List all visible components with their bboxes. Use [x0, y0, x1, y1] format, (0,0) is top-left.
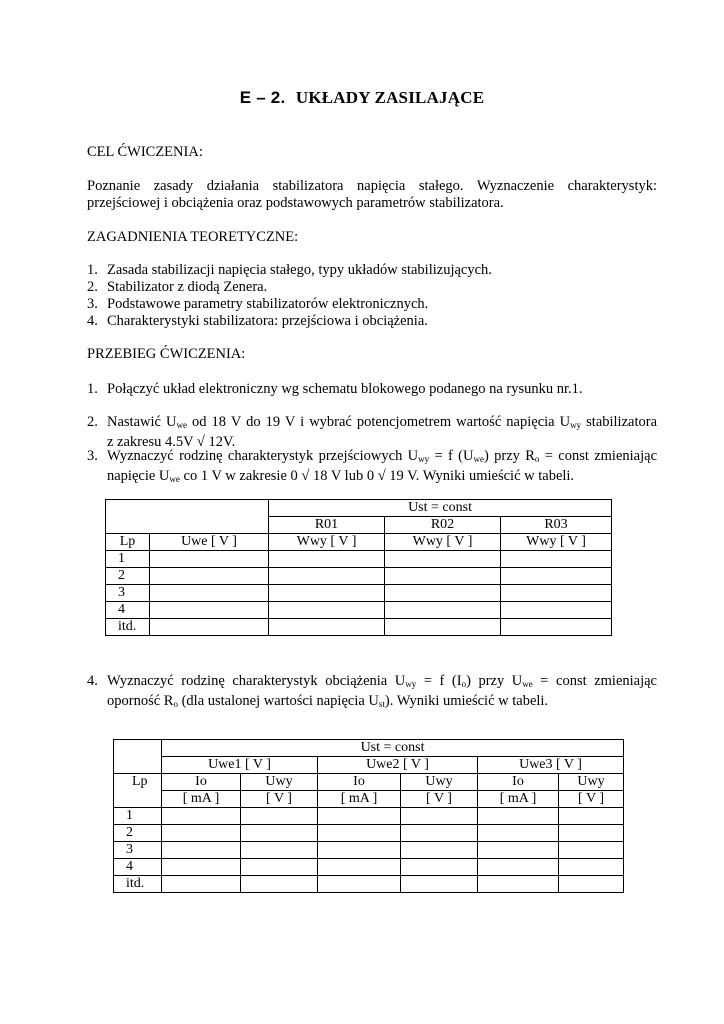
- table-transition-characteristics: [105, 499, 612, 636]
- table-row: [114, 859, 624, 876]
- table-cell: [385, 619, 501, 636]
- table-cell: [385, 551, 501, 568]
- table-cell: [559, 859, 624, 876]
- table-row: [114, 876, 624, 893]
- table1-col-uwe: Uwe [ V ]: [150, 534, 269, 551]
- table-row: [114, 825, 624, 842]
- theory-item-1: 1. Zasada stabilizacji napięcia stałego, typy układów stabilizujących.: [87, 262, 657, 279]
- table-cell: [385, 585, 501, 602]
- table2-col-uwy-1: Uwy: [241, 774, 318, 791]
- procedure-item-3-line-1: Wyznaczyć rodzinę charakterystyk przejściowych $U_{wy} = f$ $(U_{we})$ przy $R_o$ = const zmieniając: [107, 448, 658, 464]
- table2-header-uwe2: Uwe2 [ V ]: [318, 757, 478, 774]
- table-cell: [559, 876, 624, 893]
- table-cell: [478, 842, 559, 859]
- goal-heading: CEL ĆWICZENIA:: [87, 144, 203, 160]
- row-number: itd.: [106, 619, 150, 636]
- table1-col-lp: Lp: [106, 534, 150, 551]
- table-cell: [162, 876, 241, 893]
- table-row: [106, 568, 612, 585]
- table2-unit-ma-3: [ mA ]: [478, 791, 559, 808]
- table-cell: [241, 825, 318, 842]
- theory-item-4: 4. Charakterystyki stabilizatora: przejściowa i obciążenia.: [87, 313, 657, 330]
- table-cell: [318, 825, 401, 842]
- procedure-item-3-line-2: napięcie $U_{we}$ co 1 V w zakresie 0 √ 18 V lub 0 √ 19 V. Wyniki umieścić w tabeli.: [107, 468, 575, 484]
- table-cell: [269, 551, 385, 568]
- table2-unit-ma-2: [ mA ]: [318, 791, 401, 808]
- procedure-item-4-line-2: oporność $R_o$ (dla ustalonej wartości napięcia $U_{st}$). Wyniki umieścić w tabeli.: [107, 693, 549, 709]
- title-code: E – 2.: [239, 88, 286, 107]
- table2-header-uwe1: Uwe1 [ V ]: [162, 757, 318, 774]
- table-cell: [150, 602, 269, 619]
- table1-header-r03: R03: [501, 517, 612, 534]
- table-cell: [501, 568, 612, 585]
- table-cell: [385, 568, 501, 585]
- goal-line-1: Poznanie zasady działania stabilizatora napięcia stałego. Wyznaczenie charakterystyk:: [87, 178, 657, 194]
- table-cell: [318, 876, 401, 893]
- table-cell: [269, 619, 385, 636]
- table-cell: [162, 859, 241, 876]
- table-row: [106, 602, 612, 619]
- table-cell: [241, 842, 318, 859]
- table2-col-io-3: Io: [478, 774, 559, 791]
- table-cell: [318, 859, 401, 876]
- table-cell: [559, 808, 624, 825]
- table-cell: [401, 808, 478, 825]
- table-cell: [162, 842, 241, 859]
- table-row: [106, 619, 612, 636]
- table2-col-io-1: Io: [162, 774, 241, 791]
- procedure-item-3: 3. Wyznaczyć rodzinę charakterystyk przejściowych $U_{wy} = f$ $(U_{we})$ przy $R_o$ = const zmieniając napięcie $U_{we}$ co 1 V w zakresie 0 √ 18 V lub 0 √ 19 V. Wyniki umieścić w tabeli.: [87, 448, 658, 484]
- table-cell: [501, 585, 612, 602]
- table-row: [114, 808, 624, 825]
- row-number: 1: [106, 551, 150, 568]
- page-title: [0, 88, 724, 108]
- table-cell: [478, 808, 559, 825]
- table-cell: [401, 859, 478, 876]
- table-cell: [269, 568, 385, 585]
- procedure-item-2-line-1: Nastawić $U_{we}$ od 18 V do 19 V i wybrać potencjometrem wartość napięcia $U_{wy}$ stabilizatora: [107, 414, 658, 430]
- table-cell: [478, 825, 559, 842]
- title-text: UKŁADY ZASILAJĄCE: [295, 88, 485, 107]
- table1-col-wwy-3: Wwy [ V ]: [501, 534, 612, 551]
- table1-header-ust: Ust = const: [269, 500, 612, 517]
- theory-item-text: Podstawowe parametry stabilizatorów elektronicznych.: [107, 296, 429, 312]
- table-cell: [162, 825, 241, 842]
- table-cell: [401, 825, 478, 842]
- row-number: 3: [114, 842, 162, 859]
- row-number: 1: [114, 808, 162, 825]
- table-row: [114, 842, 624, 859]
- table1-empty-corner: [106, 500, 269, 534]
- table-cell: [318, 842, 401, 859]
- table-cell: [241, 859, 318, 876]
- procedure-item-4-line-1: Wyznaczyć rodzinę charakterystyk obciążenia $U_{wy} = f$ $(I_o)$ przy $U_{we}$ = const zmieniając: [107, 673, 657, 689]
- row-number: 4: [114, 859, 162, 876]
- table-cell: [150, 568, 269, 585]
- table-cell: [559, 842, 624, 859]
- table-cell: [318, 808, 401, 825]
- table2-col-uwy-2: Uwy: [401, 774, 478, 791]
- table2-col-io-2: Io: [318, 774, 401, 791]
- table-cell: [162, 808, 241, 825]
- row-number: itd.: [114, 876, 162, 893]
- table-cell: [241, 876, 318, 893]
- theory-item-text: Zasada stabilizacji napięcia stałego, typy układów stabilizujących.: [107, 262, 492, 278]
- table2-unit-v-3: [ V ]: [559, 791, 624, 808]
- theory-item-2: 2. Stabilizator z diodą Zenera.: [87, 279, 657, 296]
- table2-unit-ma-1: [ mA ]: [162, 791, 241, 808]
- table-cell: [150, 619, 269, 636]
- table-row: [106, 551, 612, 568]
- table-cell: [241, 808, 318, 825]
- table-cell: [501, 602, 612, 619]
- table2-col-uwy-3: Uwy: [559, 774, 624, 791]
- table-cell: [501, 551, 612, 568]
- table-cell: [401, 842, 478, 859]
- table-load-characteristics: [113, 739, 624, 893]
- table-row: [106, 585, 612, 602]
- theory-item-text: Stabilizator z diodą Zenera.: [107, 279, 268, 295]
- row-number: 2: [114, 825, 162, 842]
- table-cell: [269, 602, 385, 619]
- table-cell: [501, 619, 612, 636]
- table2-unit-v-2: [ V ]: [401, 791, 478, 808]
- table-cell: [150, 585, 269, 602]
- procedure-item-1-text: Połączyć układ elektroniczny wg schematu blokowego podanego na rysunku nr.1.: [107, 381, 583, 397]
- theory-heading: ZAGADNIENIA TEORETYCZNE:: [87, 229, 299, 245]
- table-cell: [559, 825, 624, 842]
- table-cell: [385, 602, 501, 619]
- theory-item-text: Charakterystyki stabilizatora: przejściowa i obciążenia.: [107, 313, 428, 329]
- table-cell: [401, 876, 478, 893]
- table1-header-r02: R02: [385, 517, 501, 534]
- table-cell: [478, 876, 559, 893]
- table1-col-wwy-1: Wwy [ V ]: [269, 534, 385, 551]
- table-cell: [269, 585, 385, 602]
- row-number: 3: [106, 585, 150, 602]
- goal-line-2: przejściowej i obciążenia oraz podstawowych parametrów stabilizatora.: [87, 195, 504, 211]
- theory-item-3: 3. Podstawowe parametry stabilizatorów elektronicznych.: [87, 296, 657, 313]
- table1-col-wwy-2: Wwy [ V ]: [385, 534, 501, 551]
- procedure-item-2: 2. Nastawić $U_{we}$ od 18 V do 19 V i wybrać potencjometrem wartość napięcia $U_{wy}$ stabilizatora z zakresu 4.5V √ 12V.: [87, 414, 658, 450]
- table-cell: [478, 859, 559, 876]
- procedure-item-1: 1. Połączyć układ elektroniczny wg schematu blokowego podanego na rysunku nr.1.: [87, 381, 657, 398]
- table-cell: [150, 551, 269, 568]
- procedure-heading: PRZEBIEG ĆWICZENIA:: [87, 346, 246, 362]
- table2-unit-v-1: [ V ]: [241, 791, 318, 808]
- table2-header-ust: Ust = const: [162, 740, 624, 757]
- procedure-item-2-line-2: z zakresu 4.5V √ 12V.: [107, 434, 236, 450]
- table2-col-lp: Lp: [114, 774, 162, 808]
- row-number: 2: [106, 568, 150, 585]
- row-number: 4: [106, 602, 150, 619]
- table2-empty-corner: [114, 740, 162, 774]
- procedure-item-4: 4. Wyznaczyć rodzinę charakterystyk obciążenia $U_{wy} = f$ $(I_o)$ przy $U_{we}$ = const zmieniając oporność $R_o$ (dla ustalonej wartości napięcia $U_{st}$). Wyniki umieścić w tabeli.: [87, 673, 657, 709]
- table1-header-r01: R01: [269, 517, 385, 534]
- table2-header-uwe3: Uwe3 [ V ]: [478, 757, 624, 774]
